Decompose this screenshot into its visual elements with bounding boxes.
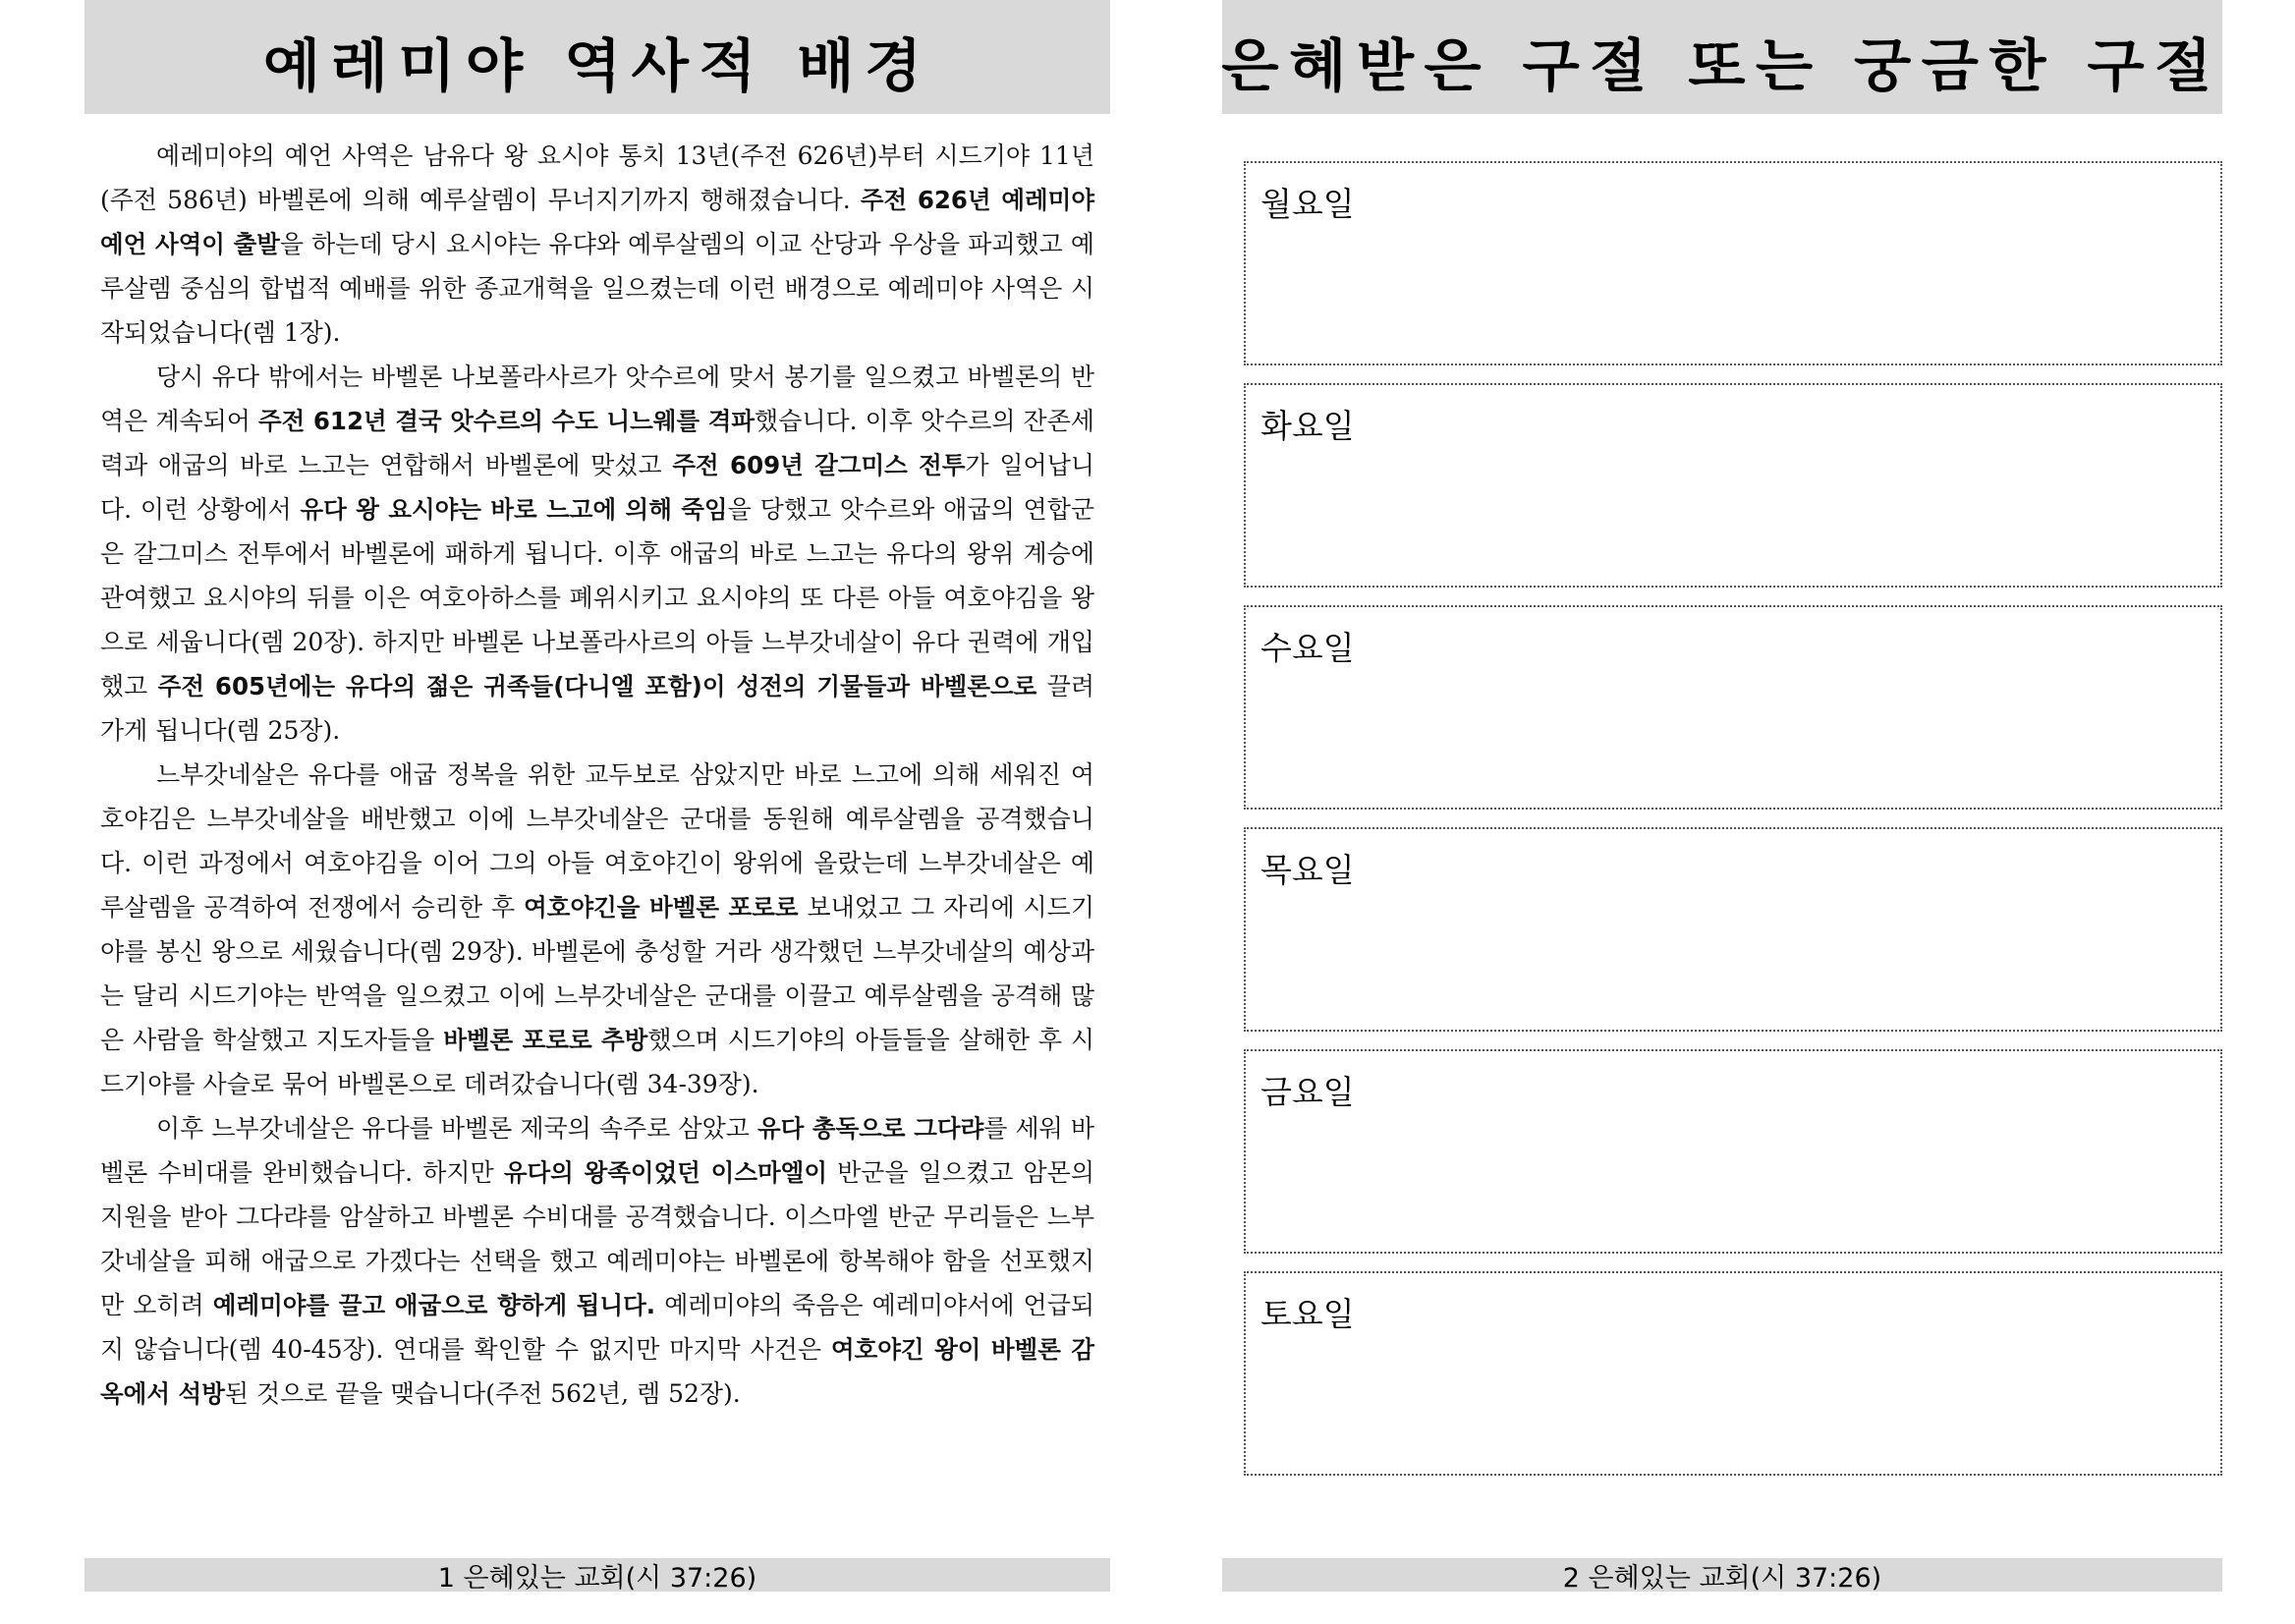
paragraph-text: 된 것으로 끝을 맺습니다(주전 562년, 렘 52장). xyxy=(224,1379,741,1408)
right-title-bar xyxy=(1222,0,2222,114)
paragraph-text: 예레미야의 죽음은 예레미야서에 언급되지 않습니다(렘 40-45장). 연대를 확인할 수 없지만 마지막 사건은 xyxy=(100,1291,1095,1364)
article-paragraph xyxy=(100,1106,1094,1416)
left-page xyxy=(84,0,1110,1594)
emphasized-text: 여호야긴 왕이 바벨론 감옥에서 석방 xyxy=(100,1335,1095,1408)
day-note-box xyxy=(1244,1271,2222,1476)
day-label: 금요일 xyxy=(1260,1073,1355,1111)
emphasized-text: 여호야긴을 바벨론 포로로 xyxy=(524,893,799,922)
day-notes-list xyxy=(1244,161,2222,1493)
footer-text: 2 은혜있는 교회(시 37:26) xyxy=(1562,1562,1882,1594)
article-paragraph xyxy=(100,355,1094,753)
paragraph-text: 가 일어납니다. 이런 상황에서 xyxy=(100,451,1095,524)
day-note-box xyxy=(1244,1049,2222,1254)
paragraph-text: 했으며 시드기야의 아들들을 살해한 후 시드기야를 사슬로 묶어 바벨론으로 데려갔습니다(렘 34-39장). xyxy=(100,1026,1094,1098)
left-footer xyxy=(84,1558,1110,1592)
paragraph-text: 반군을 일으켰고 암몬의 지원을 받아 그다랴를 암살하고 바벨론 수비대를 공격했습니다. 이스마엘 반군 무리들은 느부갓네살을 피해 애굽으로 가겠다는 선택을 했고 예레미야는 바벨론에 항복해야 함을 선포했지만 오히려 xyxy=(100,1158,1094,1319)
right-footer xyxy=(1222,1558,2222,1592)
left-title-bar xyxy=(84,0,1110,114)
day-note-box xyxy=(1244,161,2222,365)
day-note-box xyxy=(1244,383,2222,588)
emphasized-text: 유다의 왕족이었던 이스마엘이 xyxy=(503,1158,827,1187)
article-paragraph xyxy=(100,134,1094,355)
paragraph-text: 를 세워 바벨론 수비대를 완비했습니다. 하지만 xyxy=(100,1114,1094,1187)
day-note-box xyxy=(1244,827,2222,1032)
paragraph-text: 예레미야의 예언 사역은 남유다 왕 요시야 통치 13년(주전 626년)부터 시드기야 11년(주전 586년) 바벨론에 의해 예루살렘이 무너지기까지 행해졌습니다. xyxy=(100,141,1094,214)
day-label: 토요일 xyxy=(1260,1295,1355,1333)
paragraph-text: 을 하는데 당시 요시야는 유댜와 예루살렘의 이교 산당과 우상을 파괴했고 예루살렘 중심의 합법적 예배를 위한 종교개혁을 일으켰는데 이런 배경으로 예레미야 사역은 시작되었습니다(렘 1장). xyxy=(100,230,1094,347)
emphasized-text: 주전 605년에는 유다의 젊은 귀족들(다니엘 포함)이 성전의 기물들과 바벨론으로 xyxy=(157,672,1037,700)
emphasized-text: 주전 626년 예레미야 예언 사역이 출발 xyxy=(100,186,1094,258)
day-label: 월요일 xyxy=(1260,185,1355,223)
emphasized-text: 바벨론 포로로 추방 xyxy=(443,1026,648,1054)
paragraph-text: 끌려가게 됩니다(렘 25장). xyxy=(100,672,1094,745)
paragraph-text: 했습니다. 이후 앗수르의 잔존세력과 애굽의 바로 느고는 연합해서 바벨론에 맞섰고 xyxy=(100,407,1095,479)
notes-title: 은혜받은 구절 또는 궁금한 구절 xyxy=(1221,32,2223,99)
emphasized-text: 유다 왕 요시야는 바로 느고에 의해 죽임 xyxy=(300,495,728,524)
emphasized-text: 예레미야를 끌고 애굽으로 향하게 됩니다. xyxy=(212,1291,656,1319)
day-note-box xyxy=(1244,605,2222,810)
footer-text: 1 은혜있는 교회(시 37:26) xyxy=(437,1562,757,1594)
article-paragraph xyxy=(100,753,1094,1106)
paragraph-text: 느부갓네살은 유다를 애굽 정복을 위한 교두보로 삼았지만 바로 느고에 의해 세워진 여호야김은 느부갓네살을 배반했고 이에 느부갓네살은 군대를 동원해 예루살렘을 공격했습니다. 이런 과정에서 여호야김을 이어 그의 아들 여호야긴이 왕위에 올랐는데 느부갓네살은 예루살렘을 공격하여 전쟁에서 승리한 후 xyxy=(100,760,1094,922)
day-label: 화요일 xyxy=(1260,407,1355,445)
day-label: 목요일 xyxy=(1260,851,1355,889)
paragraph-text: 이후 느부갓네살은 유다를 바벨론 제국의 속주로 삼았고 xyxy=(156,1114,757,1143)
article-body xyxy=(84,114,1110,1416)
paragraph-text: 을 당했고 앗수르와 애굽의 연합군은 갈그미스 전투에서 바벨론에 패하게 됩니다. 이후 애굽의 바로 느고는 유다의 왕위 계승에 관여했고 요시야의 뒤를 이은 여호아하스를 폐위시키고 요시야의 또 다른 아들 여호야김을 왕으로 세웁니다(렘 20장). 하지만 바벨론 나보폴라사르의 아들 느부갓네살이 유다 권력에 개입했고 xyxy=(100,495,1095,700)
paragraph-text: 당시 유다 밖에서는 바벨론 나보폴라사르가 앗수르에 맞서 봉기를 일으켰고 바벨론의 반역은 계속되어 xyxy=(100,363,1094,435)
emphasized-text: 주전 612년 결국 앗수르의 수도 니느웨를 격파 xyxy=(257,407,756,435)
right-page xyxy=(1221,0,2223,1594)
emphasized-text: 주전 609년 갈그미스 전투 xyxy=(672,451,966,479)
paragraph-text: 보내었고 그 자리에 시드기야를 봉신 왕으로 세웠습니다(렘 29장). 바벨론에 충성할 거라 생각했던 느부갓네살의 예상과는 달리 시드기야는 반역을 일으켰고 이에 느부갓네살은 군대를 이끌고 예루살렘을 공격해 많은 사람을 학살했고 지도자들을 xyxy=(100,893,1094,1054)
day-label: 수요일 xyxy=(1260,629,1355,667)
emphasized-text: 유다 총독으로 그다랴 xyxy=(756,1114,984,1143)
page-title: 예레미야 역사적 배경 xyxy=(262,32,932,99)
